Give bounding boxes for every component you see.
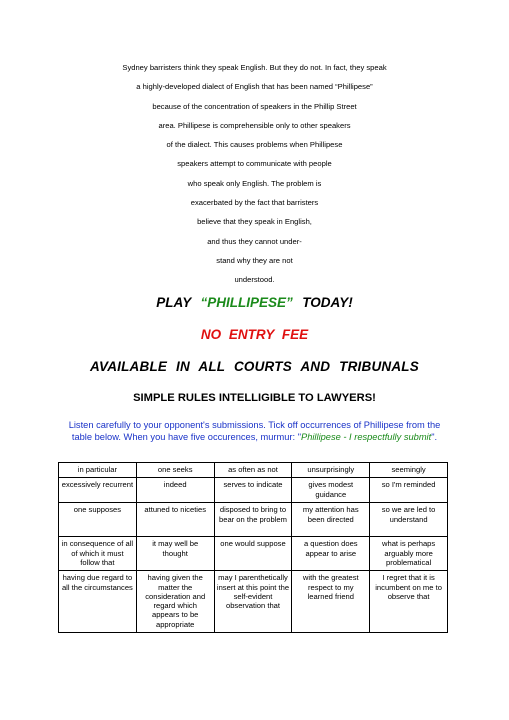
table-row [59,571,448,633]
intro-line: stand why they are not [216,255,293,265]
intro-line: because of the concentration of speakers in the Phillip Street [152,101,357,111]
table-cell: indeed [136,478,214,503]
table-cell: so we are led to understand [370,503,448,537]
intro-line: understood. [234,275,275,285]
table-row [59,478,448,503]
table-cell: seemingly [370,463,448,478]
intro-line: a highly-developed dialect of English that has been named “Phillipese” [136,82,373,92]
intro-paragraph [0,58,509,290]
table-cell: a question does appear to arise [292,537,370,571]
available-headline: AVAILABLE IN ALL COURTS AND TRIBUNALS [90,359,419,374]
table-cell: unsurprisingly [292,463,370,478]
intro-line: exacerbated by the fact that barristers [190,198,319,208]
instructions-text [60,419,449,443]
today-word: TODAY! [302,295,353,310]
table-cell: I regret that it is incumbent on me to observe that [370,571,448,633]
instructions-body: Listen carefully to your opponent's submissions. Tick off occurrences of Phillipese from the table below. When you have five occurences, murmur: " [68,420,441,442]
simple-rules-headline: SIMPLE RULES INTELLIGIBLE TO LAWYERS! [133,392,376,404]
intro-line: who speak only English. The problem is [187,178,322,188]
table-cell: one supposes [59,503,137,537]
table-cell: one would suppose [214,537,292,571]
play-headline [0,295,509,310]
play-word: PLAY [156,295,191,310]
table-cell: having due regard to all the circumstances [59,571,137,633]
table-cell: attuned to niceties [136,503,214,537]
intro-line: speakers attempt to communicate with people [177,159,332,169]
table-cell: in consequence of all of which it must follow that [59,537,137,571]
table-row [59,503,448,537]
instructions-phrase: Phillipese - I respectfully submit [301,432,432,442]
intro-line: area. Phillipese is comprehensible only to other speakers [158,120,351,130]
phillipese-bingo-table [58,462,448,633]
table-cell: excessively recurrent [59,478,137,503]
table-cell: it may well be thought [136,537,214,571]
table-cell: with the greatest respect to my learned friend [292,571,370,633]
table-cell: having given the matter the consideration and regard which appears to be appropriate [136,571,214,633]
instructions-end: ". [431,432,438,442]
table-cell: serves to indicate [214,478,292,503]
intro-line: Sydney barristers think they speak English. But they do not. In fact, they speak [122,63,387,72]
no-entry-fee-headline: NO ENTRY FEE [200,327,309,342]
table-cell: as often as not [214,463,292,478]
table-cell: in particular [59,463,137,478]
table-cell: my attention has been directed [292,503,370,537]
table-row [59,537,448,571]
table-cell: what is perhaps arguably more problematical [370,537,448,571]
table-cell: may I parenthetically insert at this point the self-evident observation that [214,571,292,633]
table-cell: gives modest guidance [292,478,370,503]
intro-line: of the dialect. This causes problems when Phillipese [166,140,343,150]
table-cell: one seeks [136,463,214,478]
game-name: “PHILLIPESE” [200,295,293,310]
intro-line: and thus they cannot under- [207,236,302,246]
table-cell: so I'm reminded [370,478,448,503]
table-row [59,463,448,478]
table-cell: disposed to bring to bear on the problem [214,503,292,537]
intro-line: believe that they speak in English, [197,217,312,227]
